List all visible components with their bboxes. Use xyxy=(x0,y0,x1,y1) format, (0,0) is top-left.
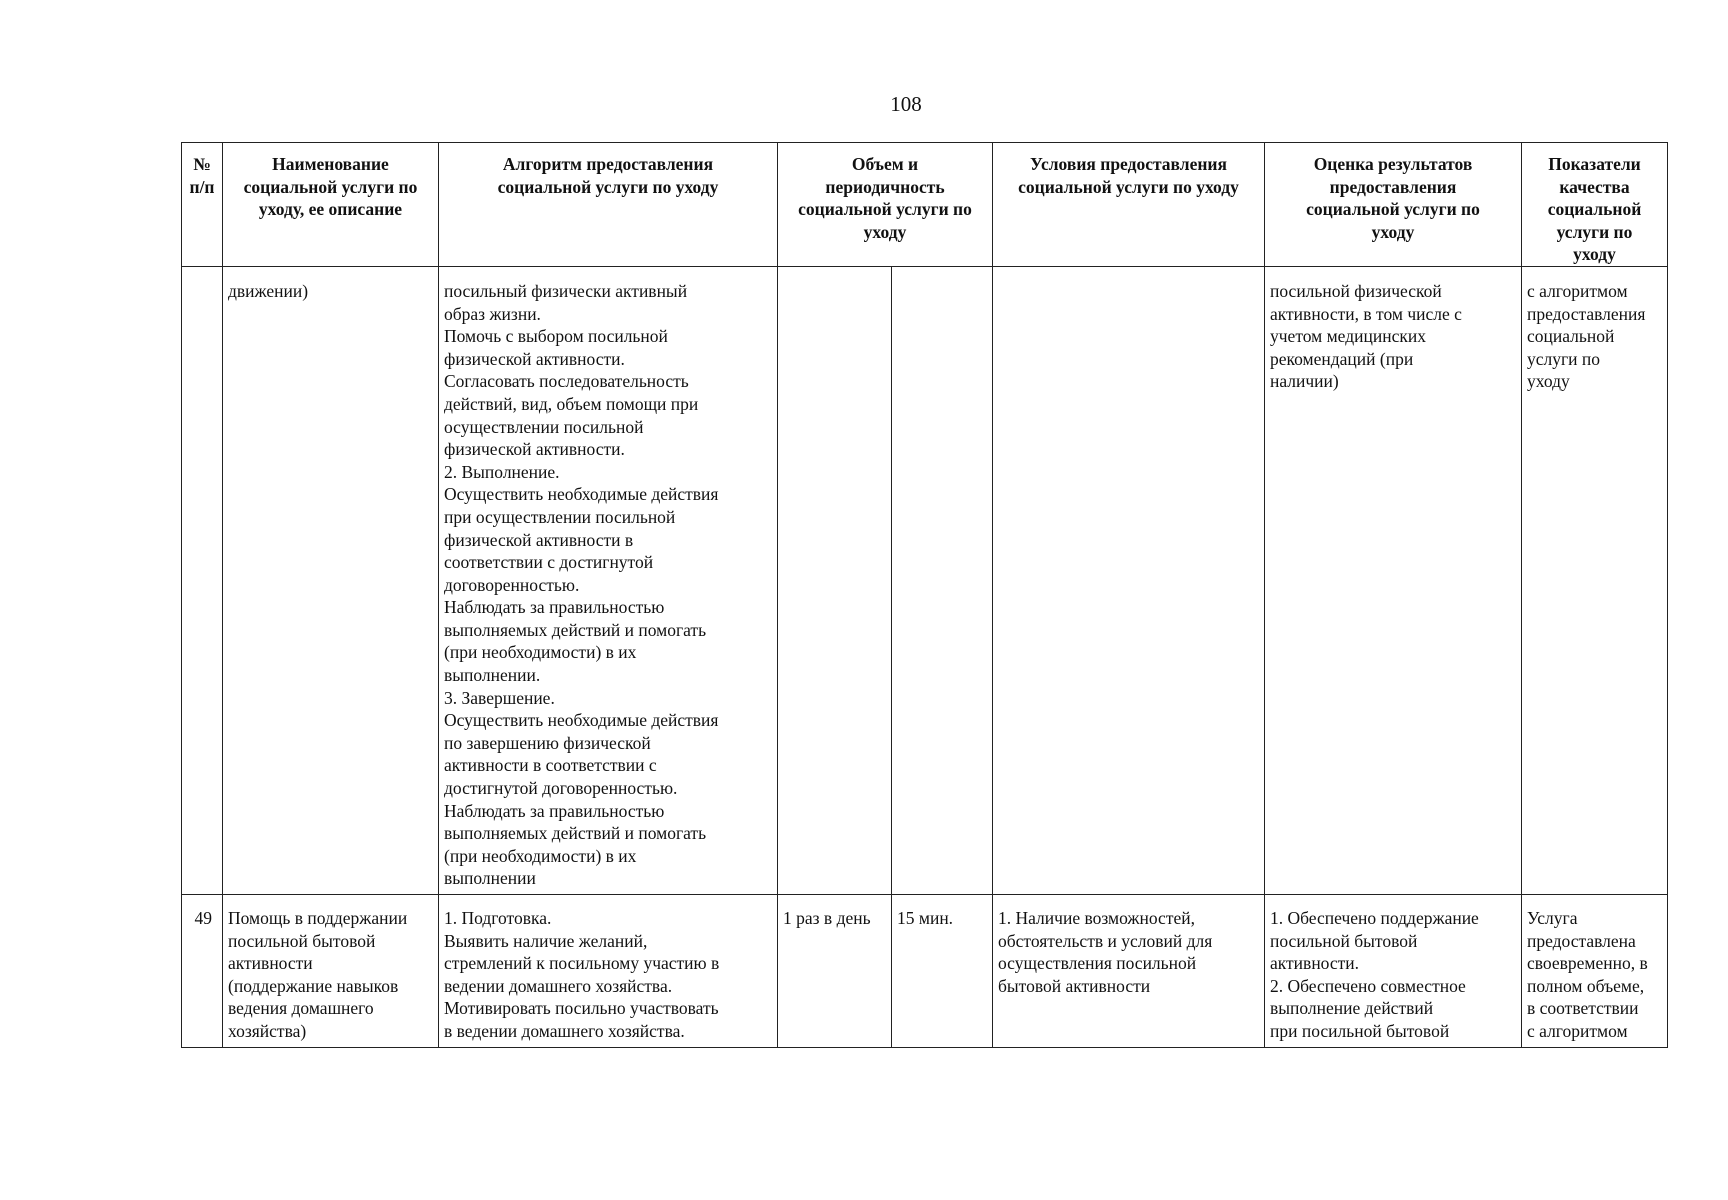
header-indicators: Показатели качества социальной услуги по уходу xyxy=(1522,143,1668,267)
header-conditions: Условия предоставления социальной услуги по уходу xyxy=(993,143,1265,267)
header-name: Наименование социальной услуги по уходу, ее описание xyxy=(223,143,439,267)
cell-frequency: 1 раз в день xyxy=(778,895,892,1048)
cell-duration xyxy=(892,266,993,894)
cell-indicators: Услуга предоставлена своевременно, в полном объеме, в соответствии с алгоритмом xyxy=(1522,895,1668,1048)
cell-name: Помощь в поддержании посильной бытовой активности (поддержание навыков ведения домашнего хозяйства) xyxy=(223,895,439,1048)
page-number: 108 xyxy=(890,92,922,116)
cell-duration: 15 мин. xyxy=(892,895,993,1048)
cell-name: движении) xyxy=(223,266,439,894)
header-algorithm: Алгоритм предоставления социальной услуги по уходу xyxy=(439,143,778,267)
cell-assessment: 1. Обеспечено поддержание посильной бытовой активности. 2. Обеспечено совместное выполнение действий при посильной бытовой xyxy=(1265,895,1522,1048)
social-services-table xyxy=(181,142,1668,1048)
table-row-continuation xyxy=(182,266,1668,894)
cell-conditions: 1. Наличие возможностей, обстоятельств и условий для осуществления посильной бытовой активности xyxy=(993,895,1265,1048)
header-volume: Объем и периодичность социальной услуги по уходу xyxy=(778,143,993,267)
header-num: № п/п xyxy=(182,143,223,267)
cell-assessment: посильной физической активности, в том числе с учетом медицинских рекомендаций (при наличии) xyxy=(1265,266,1522,894)
cell-algorithm: 1. Подготовка. Выявить наличие желаний, стремлений к посильному участию в ведении домашнего хозяйства. Мотивировать посильно участвовать в ведении домашнего хозяйства. xyxy=(439,895,778,1048)
cell-conditions xyxy=(993,266,1265,894)
cell-indicators: с алгоритмом предоставления социальной услуги по уходу xyxy=(1522,266,1668,894)
cell-num: 49 xyxy=(182,895,223,1048)
cell-frequency xyxy=(778,266,892,894)
table-header-row xyxy=(182,143,1668,267)
table-row-49 xyxy=(182,895,1668,1048)
header-assessment: Оценка результатов предоставления социальной услуги по уходу xyxy=(1265,143,1522,267)
cell-num xyxy=(182,266,223,894)
cell-algorithm: посильный физически активный образ жизни. Помочь с выбором посильной физической активности. Согласовать последовательность действий, вид, объем помощи при осуществлении посильной физической активности. 2. Выполнение. Осуществить необходимые действия при осуществлении посильной физической активности в соответствии с достигнутой договоренностью. Наблюдать за правильностью выполняемых действий и помогать (при необходимости) в их выполнении. 3. Завершение. Осуществить необходимые действия по завершению физической активности в соответствии с достигнутой договоренностью. Наблюдать за правильностью выполняемых действий и помогать (при необходимости) в их выполнении xyxy=(439,266,778,894)
